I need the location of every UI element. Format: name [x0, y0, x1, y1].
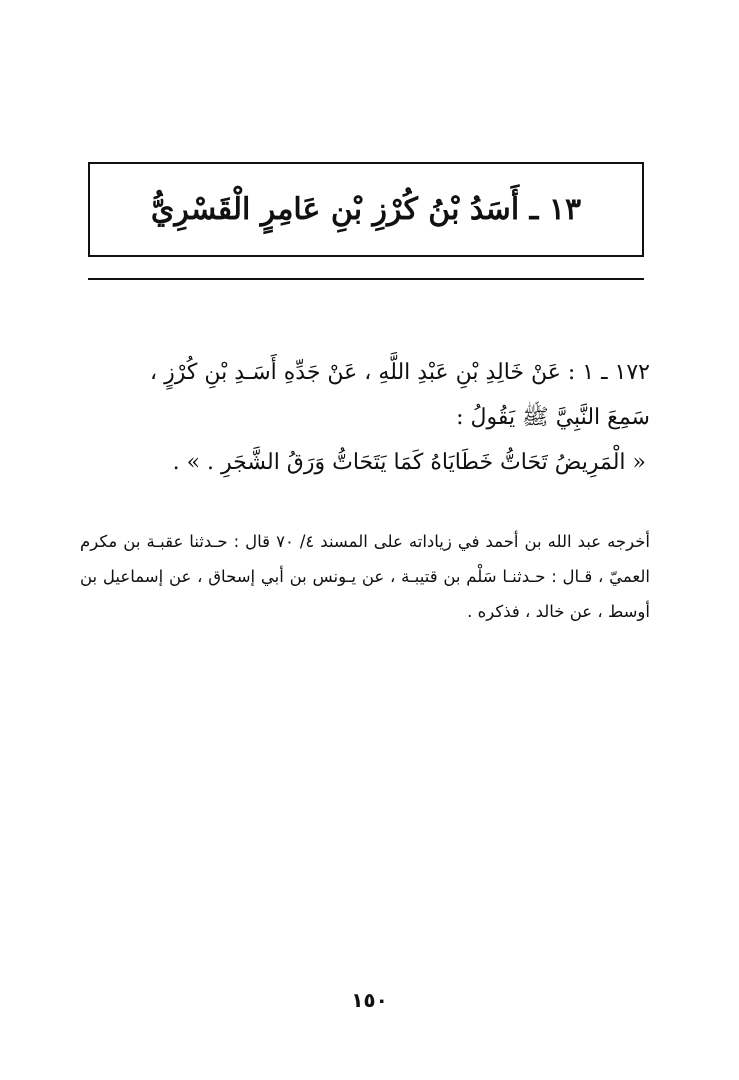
hadith-isnad-line-1: ١٧٢ ـ ١ : عَنْ خَالِدِ بْنِ عَبْدِ اللَّهِ ، عَنْ جَدِّهِ أَسَـدِ بْنِ كُرْزٍ ،	[150, 360, 650, 385]
chapter-title: ١٣ ـ أَسَدُ بْنُ كُرْزِ بْنِ عَامِرٍ الْقَسْرِيُّ	[150, 191, 582, 227]
hadith-matn: « الْمَرِيضُ تَحَاتُّ خَطَايَاهُ كَمَا يَتَحَاتُّ وَرَقُ الشَّجَرِ . » .	[172, 450, 646, 475]
hadith-block	[80, 350, 650, 485]
divider-rule	[88, 278, 644, 280]
hadith-isnad-line-2: سَمِعَ النَّبِيَّ ﷺ يَقُولُ :	[456, 405, 650, 430]
chapter-title-frame	[88, 162, 644, 257]
page-number: ١٥٠	[351, 988, 388, 1012]
takhrij-paragraph	[80, 524, 650, 629]
takhrij-text: أخرجه عبد الله بن أحمد في زياداته على المسند ٤/ ٧٠ قال : حـدثنا عقبـة بن مكرم العميّ ، قـال : حـدثنـا سَلْم بن قتيبـة ، عن يـونس بن أبي إسحاق ، عن إسماعيل بن أوسط ، عن خالد ، فذكره .	[80, 532, 651, 621]
